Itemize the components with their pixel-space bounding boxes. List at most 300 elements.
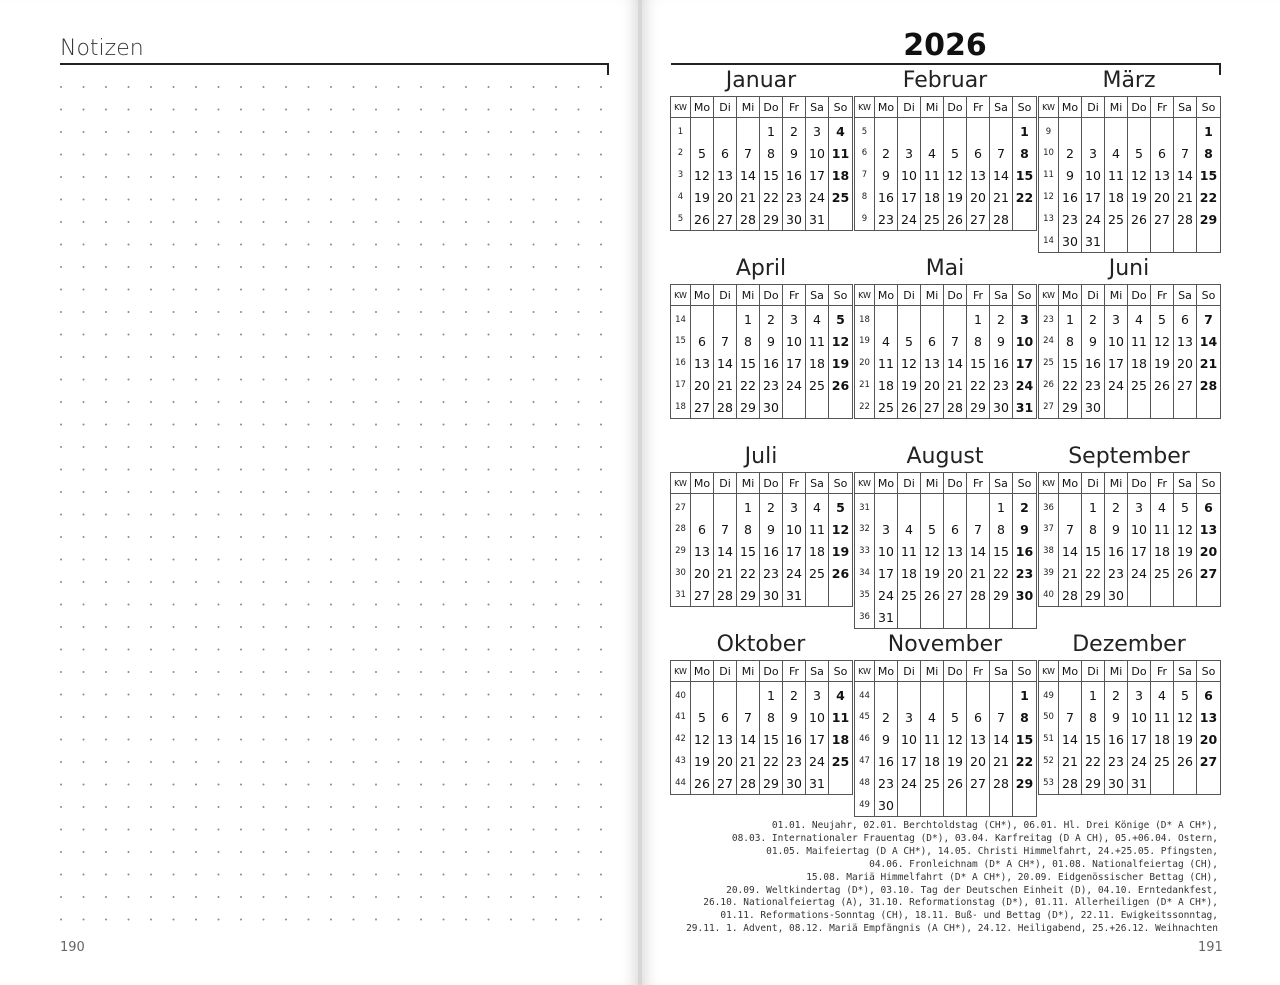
week-number: 18 bbox=[855, 306, 875, 331]
grid-dot bbox=[488, 829, 490, 831]
day-cell: 4 bbox=[1151, 682, 1174, 707]
grid-dot bbox=[600, 919, 602, 921]
grid-dot bbox=[173, 199, 175, 201]
weekday-header: Mo bbox=[1059, 661, 1082, 682]
holiday-line: 08.03. Internationaler Frauentag (D*), 03.04. Karfreitag (D A CH), 05.+06.04. Ostern, bbox=[731, 832, 1218, 844]
grid-dot bbox=[240, 581, 242, 583]
day-cell: 19 bbox=[691, 186, 714, 208]
grid-dot bbox=[488, 806, 490, 808]
week-number-header: KW bbox=[855, 473, 875, 494]
day-cell: 6 bbox=[1197, 682, 1221, 707]
month-table bbox=[1038, 472, 1221, 607]
day-cell bbox=[829, 208, 853, 231]
day-cell: 10 bbox=[898, 164, 921, 186]
grid-dot bbox=[240, 739, 242, 741]
grid-dot bbox=[375, 469, 377, 471]
grid-dot bbox=[555, 761, 557, 763]
day-cell: 18 bbox=[1151, 540, 1174, 562]
day-cell: 28 bbox=[1059, 772, 1082, 795]
grid-dot bbox=[330, 806, 332, 808]
grid-dot bbox=[533, 109, 535, 111]
day-cell bbox=[944, 682, 967, 707]
grid-dot bbox=[173, 176, 175, 178]
grid-dot bbox=[240, 874, 242, 876]
day-cell: 5 bbox=[1151, 306, 1174, 331]
grid-dot bbox=[60, 716, 62, 718]
grid-dot bbox=[150, 491, 152, 493]
grid-dot bbox=[218, 559, 220, 561]
grid-dot bbox=[533, 131, 535, 133]
day-cell: 18 bbox=[898, 562, 921, 584]
grid-dot bbox=[555, 716, 557, 718]
day-cell: 17 bbox=[806, 728, 829, 750]
day-cell bbox=[944, 606, 967, 629]
day-cell bbox=[967, 606, 990, 629]
day-cell: 11 bbox=[806, 330, 829, 352]
grid-dot bbox=[488, 491, 490, 493]
grid-dot bbox=[443, 199, 445, 201]
grid-dot bbox=[128, 649, 130, 651]
day-cell: 16 bbox=[1105, 540, 1128, 562]
day-cell: 9 bbox=[875, 728, 898, 750]
week-number: 35 bbox=[855, 584, 875, 606]
grid-dot bbox=[510, 469, 512, 471]
grid-dot bbox=[533, 176, 535, 178]
grid-dot bbox=[398, 491, 400, 493]
grid-dot bbox=[398, 86, 400, 88]
grid-dot bbox=[128, 559, 130, 561]
day-cell: 8 bbox=[737, 330, 760, 352]
grid-dot bbox=[555, 469, 557, 471]
day-cell: 31 bbox=[875, 606, 898, 629]
grid-dot bbox=[150, 896, 152, 898]
grid-dot bbox=[353, 221, 355, 223]
grid-dot bbox=[263, 649, 265, 651]
day-cell: 12 bbox=[1174, 706, 1197, 728]
grid-dot bbox=[105, 176, 107, 178]
grid-dot bbox=[510, 289, 512, 291]
week-number-header: KW bbox=[855, 285, 875, 306]
day-cell: 9 bbox=[1105, 706, 1128, 728]
grid-dot bbox=[488, 919, 490, 921]
grid-dot bbox=[398, 266, 400, 268]
grid-dot bbox=[60, 176, 62, 178]
grid-dot bbox=[128, 379, 130, 381]
day-cell bbox=[1151, 118, 1174, 143]
grid-dot bbox=[173, 559, 175, 561]
week-number: 49 bbox=[855, 794, 875, 817]
grid-dot bbox=[398, 334, 400, 336]
grid-dot bbox=[555, 896, 557, 898]
grid-dot bbox=[555, 379, 557, 381]
day-cell: 20 bbox=[691, 562, 714, 584]
grid-dot bbox=[578, 311, 580, 313]
month-name: Februar bbox=[902, 68, 988, 93]
grid-dot bbox=[555, 356, 557, 358]
grid-dot bbox=[83, 514, 85, 516]
weekday-header: So bbox=[1013, 661, 1037, 682]
weekday-header: Fr bbox=[783, 473, 806, 494]
grid-dot bbox=[195, 446, 197, 448]
grid-dot bbox=[375, 806, 377, 808]
day-cell: 24 bbox=[898, 208, 921, 231]
grid-dot bbox=[60, 626, 62, 628]
grid-dot bbox=[240, 311, 242, 313]
grid-dot bbox=[353, 626, 355, 628]
weekday-header: Sa bbox=[806, 97, 829, 118]
weekday-header: So bbox=[1197, 285, 1221, 306]
grid-dot bbox=[60, 851, 62, 853]
day-cell: 30 bbox=[990, 396, 1013, 419]
grid-dot bbox=[330, 874, 332, 876]
grid-dot bbox=[218, 919, 220, 921]
grid-dot bbox=[285, 469, 287, 471]
grid-dot bbox=[285, 851, 287, 853]
grid-dot bbox=[240, 559, 242, 561]
month-name: Oktober bbox=[716, 632, 806, 657]
grid-dot bbox=[555, 334, 557, 336]
day-cell: 30 bbox=[1082, 396, 1105, 419]
grid-dot bbox=[533, 919, 535, 921]
grid-dot bbox=[398, 559, 400, 561]
grid-dot bbox=[240, 491, 242, 493]
grid-dot bbox=[330, 131, 332, 133]
month-name: November bbox=[887, 632, 1003, 657]
day-cell: 4 bbox=[921, 142, 944, 164]
grid-dot bbox=[195, 761, 197, 763]
day-cell: 24 bbox=[783, 562, 806, 584]
day-cell: 19 bbox=[1174, 728, 1197, 750]
weekday-header: Mi bbox=[737, 473, 760, 494]
grid-dot bbox=[60, 446, 62, 448]
grid-dot bbox=[555, 131, 557, 133]
dot-grid bbox=[0, 0, 638, 985]
grid-dot bbox=[488, 761, 490, 763]
grid-dot bbox=[375, 626, 377, 628]
grid-dot bbox=[128, 739, 130, 741]
holiday-line: 01.11. Reformations-Sonntag (CH), 18.11. Buß- und Bettag (D*), 22.11. Ewigkeitssonntag, bbox=[720, 910, 1218, 922]
day-cell: 29 bbox=[1059, 396, 1082, 419]
month-calendar bbox=[670, 66, 852, 231]
day-cell: 11 bbox=[829, 706, 853, 728]
grid-dot bbox=[308, 199, 310, 201]
day-cell: 19 bbox=[944, 186, 967, 208]
grid-dot bbox=[398, 829, 400, 831]
weekday-header: Mo bbox=[1059, 97, 1082, 118]
grid-dot bbox=[60, 874, 62, 876]
grid-dot bbox=[443, 649, 445, 651]
grid-dot bbox=[420, 739, 422, 741]
day-cell: 23 bbox=[875, 772, 898, 794]
grid-dot bbox=[375, 514, 377, 516]
grid-dot bbox=[600, 401, 602, 403]
weekday-header: So bbox=[1013, 285, 1037, 306]
day-cell: 15 bbox=[1197, 164, 1221, 186]
weekday-header: Di bbox=[714, 661, 737, 682]
weekday-header: Do bbox=[944, 661, 967, 682]
grid-dot bbox=[488, 514, 490, 516]
grid-dot bbox=[443, 784, 445, 786]
day-cell: 13 bbox=[691, 540, 714, 562]
weekday-header: Fr bbox=[967, 473, 990, 494]
grid-dot bbox=[353, 649, 355, 651]
grid-dot bbox=[150, 311, 152, 313]
grid-dot bbox=[285, 806, 287, 808]
week-number: 27 bbox=[671, 494, 691, 519]
day-cell: 7 bbox=[1174, 142, 1197, 164]
grid-dot bbox=[150, 446, 152, 448]
grid-dot bbox=[150, 919, 152, 921]
weekday-header: Do bbox=[944, 285, 967, 306]
grid-dot bbox=[150, 424, 152, 426]
grid-dot bbox=[375, 176, 377, 178]
day-cell: 19 bbox=[921, 562, 944, 584]
day-cell: 9 bbox=[1013, 518, 1037, 540]
weekday-header: Do bbox=[760, 661, 783, 682]
grid-dot bbox=[308, 86, 310, 88]
day-cell: 6 bbox=[1151, 142, 1174, 164]
grid-dot bbox=[173, 604, 175, 606]
grid-dot bbox=[555, 829, 557, 831]
weekday-header: So bbox=[1013, 97, 1037, 118]
day-cell: 28 bbox=[1174, 208, 1197, 230]
day-cell: 12 bbox=[691, 164, 714, 186]
day-cell: 9 bbox=[875, 164, 898, 186]
week-number-header: KW bbox=[1039, 285, 1059, 306]
day-cell bbox=[806, 396, 829, 419]
grid-dot bbox=[195, 671, 197, 673]
day-cell: 16 bbox=[1013, 540, 1037, 562]
grid-dot bbox=[240, 514, 242, 516]
day-cell: 25 bbox=[829, 186, 853, 208]
grid-dot bbox=[510, 491, 512, 493]
grid-dot bbox=[420, 311, 422, 313]
grid-dot bbox=[465, 109, 467, 111]
holiday-line: 01.05. Maifeiertag (D A CH*), 14.05. Christi Himmelfahrt, 24.+25.05. Pfingsten, bbox=[766, 845, 1218, 857]
grid-dot bbox=[240, 446, 242, 448]
day-cell: 21 bbox=[737, 750, 760, 772]
day-cell: 15 bbox=[737, 540, 760, 562]
grid-dot bbox=[420, 626, 422, 628]
grid-dot bbox=[465, 154, 467, 156]
weekday-header: Di bbox=[1082, 97, 1105, 118]
day-cell: 10 bbox=[806, 142, 829, 164]
day-cell: 21 bbox=[1059, 562, 1082, 584]
day-cell: 30 bbox=[783, 208, 806, 231]
week-number: 30 bbox=[671, 562, 691, 584]
month-name: Januar bbox=[725, 68, 797, 93]
grid-dot bbox=[308, 694, 310, 696]
week-number: 42 bbox=[671, 728, 691, 750]
grid-dot bbox=[128, 784, 130, 786]
grid-dot bbox=[218, 581, 220, 583]
week-number: 7 bbox=[855, 164, 875, 186]
day-cell: 18 bbox=[921, 750, 944, 772]
weekday-header: Sa bbox=[990, 285, 1013, 306]
grid-dot bbox=[150, 221, 152, 223]
grid-dot bbox=[375, 109, 377, 111]
day-cell: 8 bbox=[1013, 706, 1037, 728]
grid-dot bbox=[60, 784, 62, 786]
week-number: 24 bbox=[1039, 330, 1059, 352]
grid-dot bbox=[330, 334, 332, 336]
grid-dot bbox=[60, 109, 62, 111]
week-number: 41 bbox=[671, 706, 691, 728]
grid-dot bbox=[578, 851, 580, 853]
grid-dot bbox=[420, 221, 422, 223]
grid-dot bbox=[443, 716, 445, 718]
grid-dot bbox=[263, 829, 265, 831]
day-cell: 22 bbox=[1013, 750, 1037, 772]
day-cell: 15 bbox=[967, 352, 990, 374]
grid-dot bbox=[240, 649, 242, 651]
day-cell: 7 bbox=[714, 518, 737, 540]
day-cell: 3 bbox=[1105, 306, 1128, 331]
grid-dot bbox=[195, 806, 197, 808]
day-cell bbox=[1013, 794, 1037, 817]
grid-dot bbox=[578, 356, 580, 358]
grid-dot bbox=[555, 604, 557, 606]
grid-dot bbox=[488, 199, 490, 201]
month-table bbox=[670, 284, 853, 419]
grid-dot bbox=[83, 671, 85, 673]
week-number-header: KW bbox=[1039, 661, 1059, 682]
grid-dot bbox=[398, 311, 400, 313]
grid-dot bbox=[195, 626, 197, 628]
grid-dot bbox=[510, 896, 512, 898]
grid-dot bbox=[263, 446, 265, 448]
grid-dot bbox=[285, 626, 287, 628]
day-cell: 1 bbox=[1059, 306, 1082, 331]
grid-dot bbox=[150, 716, 152, 718]
grid-dot bbox=[105, 86, 107, 88]
grid-dot bbox=[353, 379, 355, 381]
grid-dot bbox=[128, 176, 130, 178]
grid-dot bbox=[353, 851, 355, 853]
week-number: 12 bbox=[1039, 186, 1059, 208]
grid-dot bbox=[510, 379, 512, 381]
grid-dot bbox=[308, 221, 310, 223]
grid-dot bbox=[240, 851, 242, 853]
grid-dot bbox=[510, 559, 512, 561]
day-cell: 25 bbox=[921, 208, 944, 231]
week-number: 52 bbox=[1039, 750, 1059, 772]
grid-dot bbox=[308, 536, 310, 538]
grid-dot bbox=[150, 176, 152, 178]
week-number: 16 bbox=[671, 352, 691, 374]
grid-dot bbox=[173, 356, 175, 358]
grid-dot bbox=[533, 356, 535, 358]
day-cell: 24 bbox=[783, 374, 806, 396]
day-cell bbox=[944, 794, 967, 817]
grid-dot bbox=[465, 851, 467, 853]
day-cell: 19 bbox=[944, 750, 967, 772]
grid-dot bbox=[263, 109, 265, 111]
grid-dot bbox=[443, 221, 445, 223]
grid-dot bbox=[128, 131, 130, 133]
grid-dot bbox=[600, 334, 602, 336]
grid-dot bbox=[308, 559, 310, 561]
grid-dot bbox=[195, 649, 197, 651]
day-cell: 18 bbox=[875, 374, 898, 396]
week-number: 45 bbox=[855, 706, 875, 728]
day-cell: 4 bbox=[921, 706, 944, 728]
day-cell: 12 bbox=[944, 728, 967, 750]
day-cell: 11 bbox=[898, 540, 921, 562]
grid-dot bbox=[578, 919, 580, 921]
grid-dot bbox=[443, 581, 445, 583]
grid-dot bbox=[240, 761, 242, 763]
grid-dot bbox=[330, 581, 332, 583]
grid-dot bbox=[218, 446, 220, 448]
grid-dot bbox=[173, 716, 175, 718]
grid-dot bbox=[398, 716, 400, 718]
grid-dot bbox=[83, 424, 85, 426]
day-cell: 12 bbox=[944, 164, 967, 186]
day-cell bbox=[1197, 396, 1221, 419]
day-cell: 1 bbox=[737, 494, 760, 519]
grid-dot bbox=[488, 694, 490, 696]
grid-dot bbox=[105, 829, 107, 831]
grid-dot bbox=[240, 289, 242, 291]
grid-dot bbox=[263, 536, 265, 538]
day-cell: 25 bbox=[1128, 374, 1151, 396]
grid-dot bbox=[375, 289, 377, 291]
grid-dot bbox=[60, 289, 62, 291]
weekday-header: Di bbox=[898, 473, 921, 494]
grid-dot bbox=[263, 559, 265, 561]
week-number: 5 bbox=[671, 208, 691, 231]
grid-dot bbox=[218, 694, 220, 696]
grid-dot bbox=[398, 176, 400, 178]
grid-dot bbox=[600, 874, 602, 876]
grid-dot bbox=[420, 86, 422, 88]
grid-dot bbox=[240, 806, 242, 808]
grid-dot bbox=[420, 784, 422, 786]
grid-dot bbox=[420, 176, 422, 178]
grid-dot bbox=[128, 536, 130, 538]
grid-dot bbox=[60, 514, 62, 516]
grid-dot bbox=[105, 424, 107, 426]
grid-dot bbox=[60, 266, 62, 268]
day-cell bbox=[1151, 772, 1174, 795]
weekday-header: Do bbox=[760, 285, 783, 306]
grid-dot bbox=[83, 874, 85, 876]
grid-dot bbox=[83, 446, 85, 448]
day-cell: 22 bbox=[967, 374, 990, 396]
grid-dot bbox=[555, 424, 557, 426]
grid-dot bbox=[465, 806, 467, 808]
grid-dot bbox=[600, 446, 602, 448]
grid-dot bbox=[510, 244, 512, 246]
grid-dot bbox=[353, 739, 355, 741]
weekday-header: Mo bbox=[875, 661, 898, 682]
weekday-header: Do bbox=[944, 473, 967, 494]
day-cell bbox=[1151, 584, 1174, 607]
grid-dot bbox=[533, 401, 535, 403]
grid-dot bbox=[263, 604, 265, 606]
week-number: 17 bbox=[671, 374, 691, 396]
day-cell: 1 bbox=[760, 118, 783, 143]
grid-dot bbox=[533, 199, 535, 201]
grid-dot bbox=[600, 761, 602, 763]
day-cell: 14 bbox=[737, 728, 760, 750]
week-number: 21 bbox=[855, 374, 875, 396]
day-cell: 2 bbox=[1082, 306, 1105, 331]
grid-dot bbox=[128, 829, 130, 831]
grid-dot bbox=[510, 626, 512, 628]
day-cell: 27 bbox=[691, 396, 714, 419]
